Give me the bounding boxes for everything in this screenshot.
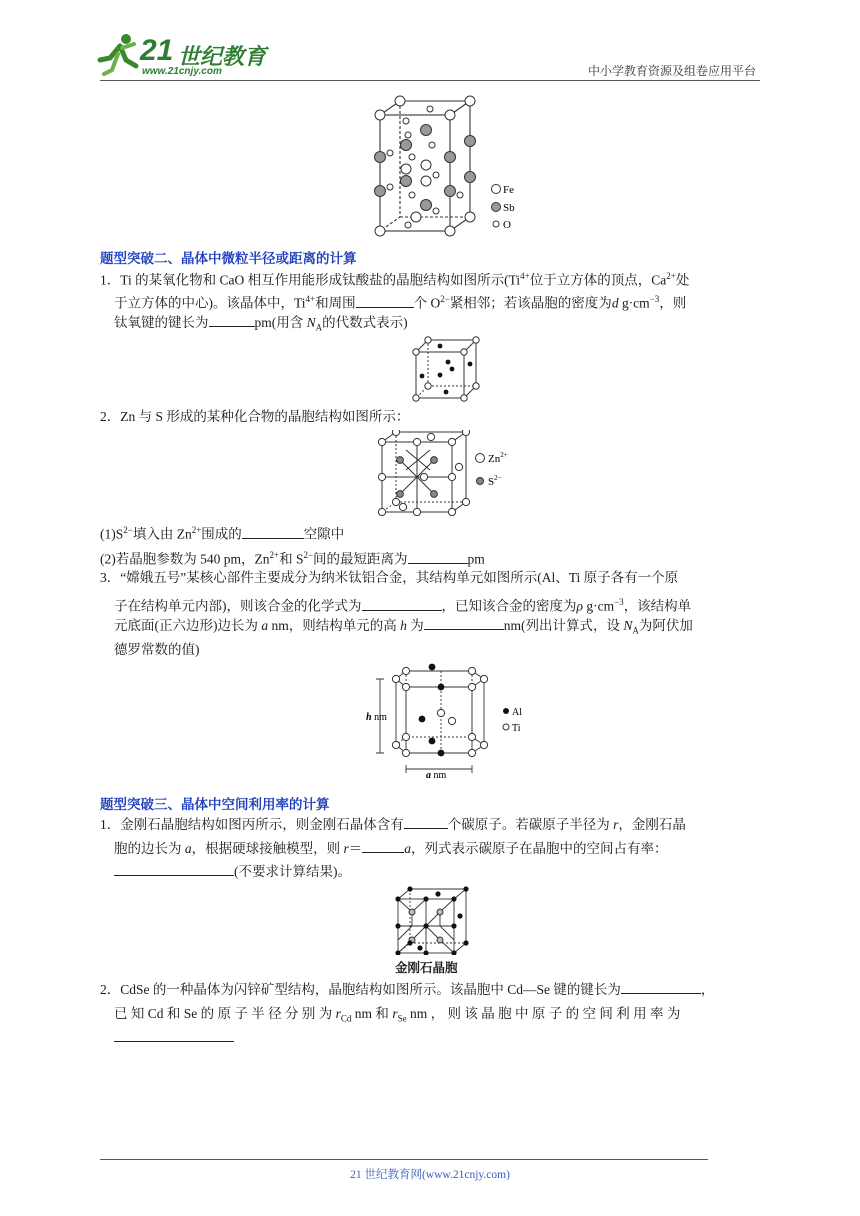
logo-number: 21 (140, 34, 174, 67)
answer-blank[interactable] (362, 598, 442, 611)
ti-al-hexagonal-cell-figure (362, 663, 532, 781)
answer-blank[interactable] (362, 840, 404, 853)
o-legend-icon (493, 221, 499, 227)
answer-blank[interactable] (621, 981, 701, 994)
ti-legend-icon (503, 724, 509, 730)
zn-legend-label: $Zn^{2+}$ (488, 451, 508, 465)
s2-q3-line1: 3．“嫦娥五号”某核心部件主要成分为纳米钛铝合金，其结构单元如图所示(Al、Ti 原子各有一个原 (100, 570, 679, 585)
s-legend-label: $S^{2-}$ (488, 474, 502, 488)
s2-q2-line: 2．Zn 与 S 形成的某种化合物的晶胞结构如图所示： (100, 409, 410, 424)
s3-q2-line2: 已 知 Cd 和 Se 的 原 子 半 径 分 别 为 $r_{Cd}$ nm 和 $r_{Se}$ nm ， 则 该 晶 胞 中 原 子 的 空 间 利 用 率 为 (114, 1006, 681, 1024)
o-legend-label: O (503, 219, 511, 231)
footer-text[interactable]: 21 世纪教育网(www.21cnjy.com) (350, 1169, 510, 1181)
sb-legend-icon (492, 203, 501, 212)
svg-text:a nm: a nm (426, 770, 447, 781)
answer-blank[interactable] (424, 617, 504, 630)
al-legend-icon (503, 708, 509, 714)
platform-name: 中小学教育资源及组卷应用平台 (587, 64, 756, 78)
fe-sb-o-cell-figure (370, 95, 530, 241)
al-legend-label: Al (512, 707, 522, 718)
footer-rule (100, 1159, 708, 1160)
zn-legend-icon (476, 454, 485, 463)
section2-title: 题型突破二、晶体中微粒半径或距离的计算 (100, 251, 357, 266)
section3-title: 题型突破三、晶体中空间利用率的计算 (100, 797, 330, 812)
s3-q1-line2: 胞的边长为 a，根据硬球接触模型，则 r＝ a，列式表示碳原子在晶胞中的空间占有率： (114, 841, 668, 856)
site-logo[interactable] (96, 30, 266, 80)
ti-ca-o-cell-figure (410, 336, 482, 402)
answer-blank[interactable] (404, 816, 448, 829)
s3-q1-line3: (不要求计算结果)。 (114, 862, 351, 882)
sb-legend-label: Sb (503, 202, 515, 214)
s3-q1-line1: 1．金刚石晶胞结构如图丙所示，则金刚石晶体含有 个碳原子。若碳原子半径为 r，金刚石晶 (100, 817, 686, 832)
s2-q1-line3: 钛氧键的键长为 pm(用含 $N_A$的代数式表示) (114, 315, 408, 333)
s3-q2-line1: 2．CdSe 的一种晶体为闪锌矿型结构，晶胞结构如图所示。该晶胞中 Cd—Se 键的键长为 ， (100, 982, 715, 997)
s2-q3-line4: 德罗常数的值) (114, 642, 200, 657)
answer-blank[interactable] (114, 863, 234, 876)
svg-text:h nm: h nm (366, 712, 387, 723)
fe-legend-label: Fe (503, 184, 514, 196)
diamond-caption: 金刚石晶胞 (395, 961, 458, 975)
s2-q3-line2: 子在结构单元内部)，则该合金的化学式为 ，已知该合金的密度为ρ $g\cdot cm^{-3}$，该结构单 (114, 597, 692, 614)
s2-q2-part2: (2)若晶胞参数为 540 pm，$Zn^{2+}$和 $S^{2-}$间的最短距离为 pm (100, 550, 485, 567)
header-rule (100, 80, 760, 81)
logo-name: 世纪教育 (178, 44, 267, 69)
answer-blank[interactable] (408, 551, 468, 564)
s3-q2-line3 (114, 1028, 234, 1048)
answer-blank[interactable] (356, 295, 414, 308)
s-legend-icon (477, 478, 484, 485)
logo-url: www.21cnjy.com (142, 66, 222, 77)
ti-legend-label: Ti (512, 723, 521, 734)
fe-legend-icon (492, 185, 501, 194)
fe-atoms (375, 96, 475, 236)
diamond-cell-figure (392, 885, 472, 955)
answer-blank[interactable] (114, 1029, 234, 1042)
s2-q3-line3: 元底面(正六边形)边长为 a nm，则结构单元的高 h 为 nm(列出计算式，设 $N_A$为阿伏加 (114, 618, 693, 636)
s2-q1-line1: 1．Ti 的某氧化物和 CaO 相互作用能形成钛酸盐的晶胞结构如图所示($Ti^{4+}$位于立方体的顶点，$Ca^{2+}$处 (100, 271, 690, 288)
runner-logo-icon (96, 32, 144, 78)
zns-cell-figure (376, 430, 526, 516)
s2-q2-part1: $(1)S^{2-}$填入由 $Zn^{2+}$围成的 空隙中 (100, 525, 345, 542)
s2-q1-line2: 于立方体的中心)。该晶体中，$Ti^{4+}$和周围 个 $O^{2-}$紧相邻；若该晶胞的密度为d $g\cdot cm^{-3}$，则 (114, 294, 687, 311)
answer-blank[interactable] (242, 526, 304, 539)
answer-blank[interactable] (209, 314, 255, 327)
